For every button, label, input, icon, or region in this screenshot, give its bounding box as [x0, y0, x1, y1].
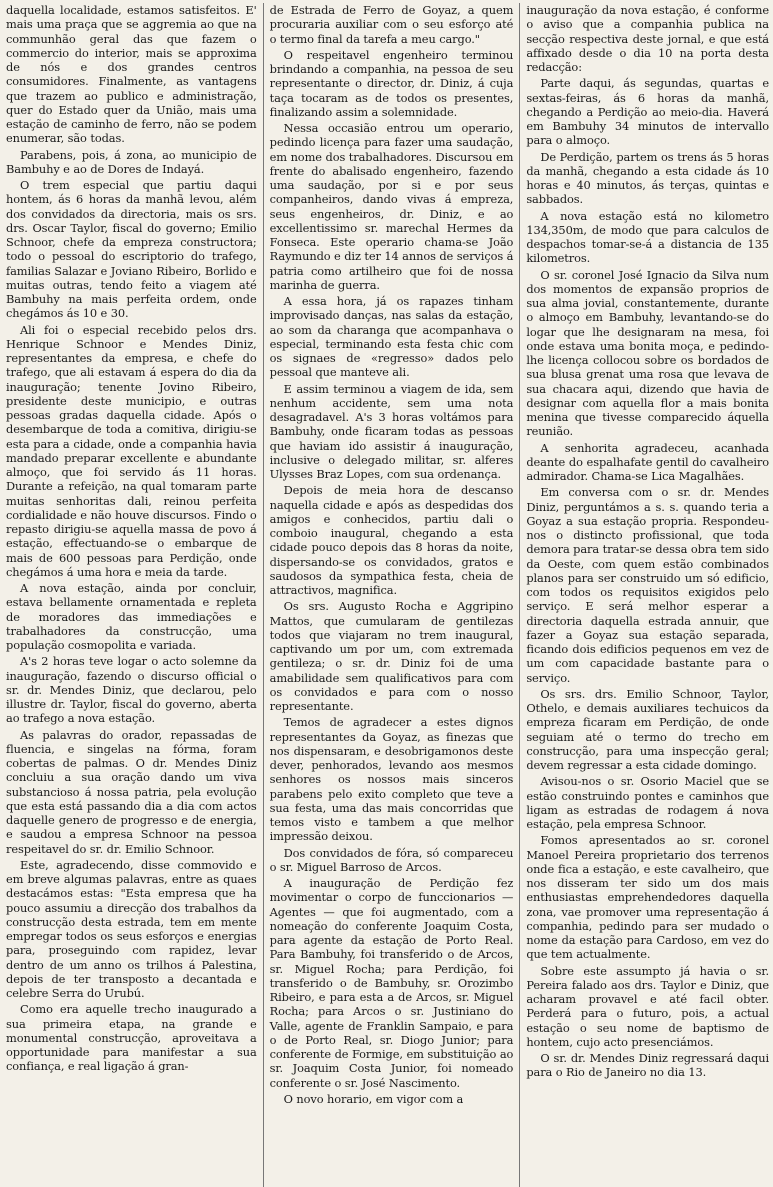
article-paragraph: A senhorita agradeceu, acanhada deante do espalhafate gentil do cavalheiro admirador. Chama-se Lica Magalhães.	[526, 440, 769, 483]
article-paragraph: Parte daqui, ás segundas, quartas e sextas-feiras, ás 6 horas da manhã, chegando a Perdição ao meio-dia. Haverá em Bambuhy 34 minutos de intervallo para o almoço.	[526, 76, 769, 148]
article-paragraph: Parabens, pois, á zona, ao municipio de Bambuhy e ao de Dores de Indayá.	[6, 147, 257, 176]
article-paragraph: O trem especial que partiu daqui hontem, ás 6 horas da manhã levou, além dos convidados da directoria, mais os srs. drs. Oscar Taylor, fiscal do governo; Emilio Schnoor, chefe da empreza constructora; todo o pessoal do escriptorio do trafego, familias Salazar e Joviano Ribeiro, Borlido e muitas outras, tendo feito a viagem até Bambuhy na mais perfeita ordem, onde chegámos ás 10 e 30.	[6, 178, 257, 321]
article-paragraph: A nova estação, ainda por concluir, estava bellamente ornamentada e repleta de moradores das immediações e trabalhadores da construcção, uma população cosmopolita e variada.	[6, 581, 257, 652]
article-paragraph: de Estrada de Ferro de Goyaz, a quem procuraria auxiliar com o seu esforço até o termo final da tarefa a meu cargo."	[269, 3, 514, 46]
article-paragraph: A essa hora, já os rapazes tinham improvisado danças, nas salas da estação, ao som da charanga que acompanhava o especial, terminando esta festa chic com os signaes de «regresso» dados pelo pessoal que manteve ali.	[269, 294, 514, 380]
article-paragraph: A nova estação está no kilometro 134,350m, de modo que para calculos de despachos tomar-se-á a distancia de 135 kilometros.	[526, 208, 769, 266]
article-paragraph: De Perdição, partem os trens ás 5 horas da manhã, chegando a esta cidade ás 10 horas e 40 minutos, ás terças, quintas e sabbados.	[526, 149, 769, 207]
article-paragraph: Avisou-nos o sr. Osorio Maciel que se estão construindo pontes e caminhos que ligam as estradas de rodagem á nova estação, pela empresa Schnoor.	[526, 774, 769, 831]
article-paragraph: Depois de meia hora de descanso naquella cidade e após as despedidas dos amigos e conhecidos, partiu dali o comboio inaugural, chegando a esta cidade pouco depois das 8 horas da noite, dispersando-se os convidados, gratos e saudosos da sympathica festa, cheia de attractivos, magnifica.	[269, 483, 514, 597]
article-paragraph: Dos convidados de fóra, só compareceu o sr. Miguel Barroso de Arcos.	[269, 845, 514, 874]
column-3	[519, 3, 769, 1187]
article-paragraph: Temos de agradecer a estes dignos representantes da Goyaz, as finezas que nos dispensaram, e desobrigamonos deste dever, penhorados, levando aos mesmos senhores os nossos mais sinceros parabens pelo exito completo que teve a sua festa, uma das mais concorridas que temos visto e tambem a que melhor impressão deixou.	[269, 715, 514, 844]
article-paragraph: Ali foi o especial recebido pelos drs. Henrique Schnoor e Mendes Diniz, representantes da empresa, e chefe do trafego, que ali estavam á espera do dia da inauguração; tenente Jovino Ribeiro, presidente deste municipio, e outras pessoas gradas daquella cidade. Após o desembarque de toda a comitiva, dirigiu-se esta para a cidade, onde a companhia havia mandado preparar excellente e abundante almoço, que foi servido ás 11 horas. Durante a refeição, na qual tomaram parte muitas senhoritas dali, reinou perfeita cordialidade e não houve discursos. Findo o repasto dirigiu-se aquella massa de povo á estação, effectuando-se o embarque de mais de 600 pessoas para Perdição, onde chegámos á uma hora e meia da tarde.	[6, 322, 257, 579]
article-paragraph: Fomos apresentados ao sr. coronel Manoel Pereira proprietario dos terrenos onde fica a estação, e este cavalheiro, que nos disseram ter sido um dos mais enthusiastas emprehendedores daquella zona, vae promover uma representação á companhia, pedindo para ser mudado o nome da estação para Cardoso, em vez do que tem actualmente.	[526, 833, 769, 962]
article-paragraph: O respeitavel engenheiro terminou brindando a companhia, na pessoa de seu representante o director, dr. Diniz, á cuja taça tocaram as de todos os presentes, finalizando assim a solemnidade.	[269, 47, 514, 119]
article-paragraph: Em conversa com o sr. dr. Mendes Diniz, perguntámos a s. s. quando teria a Goyaz a sua estação propria. Respondeu-nos o distincto profissional, que toda demora para tratar-se dessa obra tem sido da Oeste, com quem estão combinados planos para ser construido um só edificio, com todos os requisitos exigidos pelo serviço. E será melhor esperar a directoria daquella estrada annuir, que fazer a Goyaz sua estação separada, ficando dois edificios pequenos em vez de um com capacidade bastante para o serviço.	[526, 485, 769, 685]
column-2	[263, 3, 520, 1187]
article-paragraph: Os srs. Augusto Rocha e Aggripino Mattos, que cumularam de gentilezas todos que viajaram no trem inaugural, captivando um por um, com extremada gentileza; o sr. dr. Diniz foi de uma amabilidade sem qualificativos para com os convidados e para com o nosso representante.	[269, 599, 514, 713]
article-paragraph: O novo horario, em vigor com a	[283, 1091, 464, 1106]
article-paragraph: A inauguração de Perdição fez movimentar o corpo de funccionarios — Agentes — que foi augmentado, com a nomeação do conferente Joaquim Costa, para agente da estação de Porto Real. Para Bambuhy, foi transferido o de Arcos, sr. Miguel Rocha; para Perdição, foi transferido o de Bambuhy, sr. Orozimbo Ribeiro, e para esta a de Arcos, sr. Miguel Rocha; para Arcos o sr. Justiniano do Valle, agente de Franklin Sampaio, e para o de Porto Real, sr. Diogo Junior; para conferente de Formige, em substituição ao sr. Joaquim Costa Junior, foi nomeado conferente o sr. José Nascimento.	[269, 876, 514, 1090]
article-paragraph: O sr. coronel José Ignacio da Silva num dos momentos de expansão proprios de sua alma jovial, constantemente, durante o almoço em Bambuhy, levantando-se do logar que lhe designaram na mesa, foi onde estava uma bonita moça, e pedindo-lhe licença collocou sobre os bordados de sua blusa grenat uma rosa que levava de sua chacara aqui, dizendo que havia de designar com aquella flor a mais bonita menina que tivesse comparecido áquella reunião.	[526, 267, 769, 439]
article-paragraph: As palavras do orador, repassadas de fluencia, e singelas na fórma, foram cobertas de palmas. O dr. Mendes Diniz concluiu a sua oração dando um viva substancioso á nossa patria, pela evolução que esta está passando dia a dia com actos daquelle genero de progresso e de energia, e saudou a empresa Schnoor na pessoa respeitavel do sr. dr. Emilio Schnoor.	[6, 727, 257, 856]
article-paragraph: Os srs. drs. Emilio Schnoor, Taylor, Othelo, e demais auxiliares techuicos da empreza ficaram em Perdição, de onde seguiam até o termo do trecho em construcção, para uma inspecção geral; devem regressar a esta cidade domingo.	[526, 686, 769, 772]
article-paragraph: inauguração da nova estação, é conforme o aviso que a companhia publica na secção respectiva deste jornal, e que está affixado desde o dia 10 na porta desta redacção:	[526, 3, 769, 74]
article-paragraph: Sobre este assumpto já havia o sr. Pereira falado aos drs. Taylor e Diniz, que acharam provavel e até facil obter. Perderá para o futuro, pois, a actual estação o seu nome de baptismo de hontem, cujo acto presenciámos.	[526, 963, 769, 1049]
column-1	[6, 3, 263, 1187]
article-paragraph: Este, agradecendo, disse commovido e em breve algumas palavras, entre as quaes destacámos estas: "Esta empresa que ha pouco assumiu a direcção dos trabalhos da construcção desta estrada, tem em mente empregar todos os seus esforços e energias para, proseguindo com rapidez, levar dentro de um anno os trilhos á Palestina, depois de ter transposto a decantada e celebre Serra do Urubú.	[6, 857, 257, 1000]
article-paragraph: daquella localidade, estamos satisfeitos. E' mais uma praça que se aggremia ao que na communhão geral das que fazem o commercio do interior, mais se approxima de nós e dos grandes centros consumidores. Finalmente, as vantagens que trazem ao publico e administração, quer do Estado quer da União, mais uma estação de caminho de ferro, não se podem enumerar, são todas.	[6, 3, 257, 146]
article-paragraph: Como era aquelle trecho inaugurado a sua primeira etapa, na grande e monumental construcção, aproveitava a opportunidade para manifestar a sua confiança, e real ligação á gran-	[6, 1002, 257, 1074]
article-paragraph: E assim terminou a viagem de ida, sem nenhum accidente, sem uma nota desagradavel. A's 3 horas voltámos para Bambuhy, onde ficaram todas as pessoas que haviam ido assistir á inauguração, inclusive o delegado militar, sr. alferes Ulysses Braz Lopes, com sua ordenança.	[269, 381, 514, 481]
article-paragraph: O sr. dr. Mendes Diniz regressará daqui para o Rio de Janeiro no dia 13.	[526, 1051, 769, 1080]
article-paragraph: A's 2 horas teve logar o acto solemne da inauguração, fazendo o discurso official o sr. dr. Mendes Diniz, que declarou, pelo illustre dr. Taylor, fiscal do governo, aberta ao trafego a nova estação.	[6, 654, 257, 726]
article-paragraph: Nessa occasião entrou um operario, pedindo licença para fazer uma saudação, em nome dos trabalhadores. Discursou em frente do abalisado engenheiro, fazendo uma saudação, por si e por seus companheiros, dando vivas á empreza, seus engenheiros, dr. Diniz, e ao excellentissimo sr. marechal Hermes da Fonseca. Este operario chama-se João Raymundo e diz ter 14 annos de serviços á patria como artilheiro que foi de nossa marinha de guerra.	[269, 121, 514, 292]
